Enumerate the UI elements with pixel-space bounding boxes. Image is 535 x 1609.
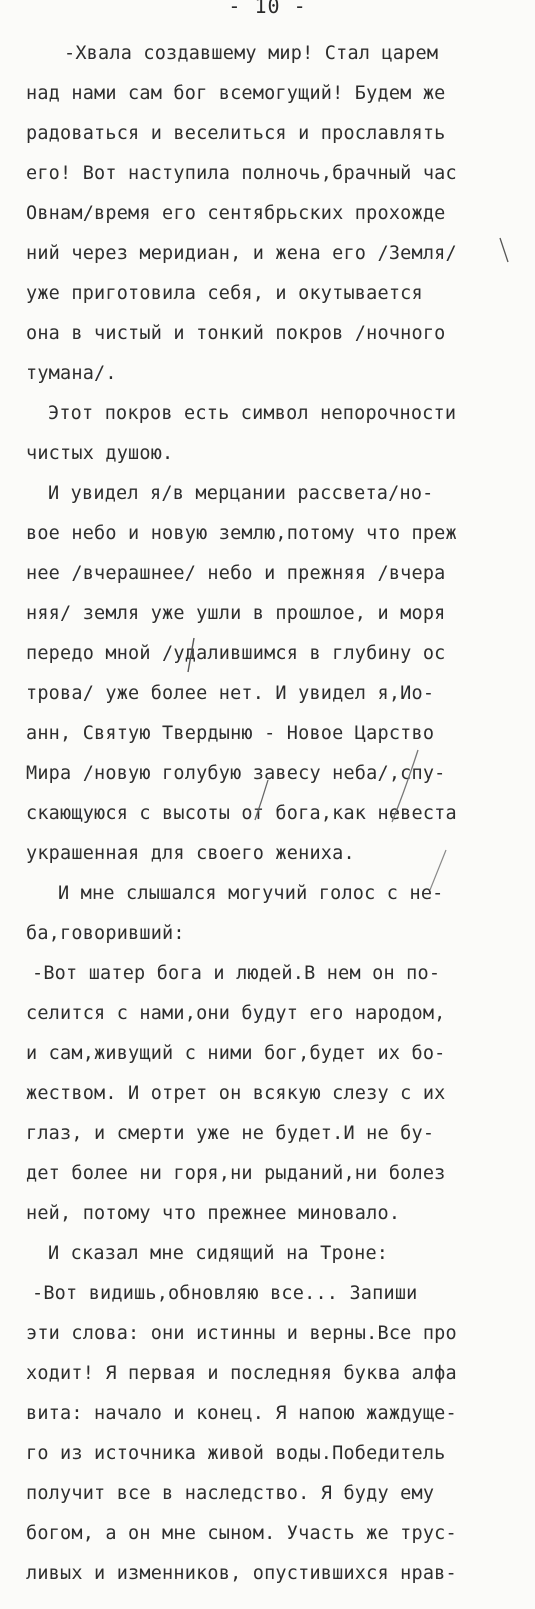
text-line: И сказал мне сидящий на Троне: [48,1243,389,1264]
text-line: чистых душою. [26,443,174,464]
text-line: Этот покров есть символ непорочности [48,403,457,424]
text-line: Овнам/время его сентябрьских прохожде [26,203,446,224]
text-line: она в чистый и тонкий покров /ночного [26,323,446,344]
page-number: - 10 - [228,0,307,18]
text-line: передо мной /удалившимся в глубину ос [26,643,446,664]
text-line: ливых и изменников, опустившихся нрав- [26,1563,457,1584]
text-line: няя/ земля уже ушли в прошлое, и моря [26,603,446,624]
text-line: получит все в наследство. Я буду ему [26,1483,435,1504]
text-line: его! Вот наступила полночь,брачный час [26,163,457,184]
text-line: И увидел я/в мерцании рассвета/но- [48,483,434,504]
text-line: ходит! Я первая и последняя буква алфа [26,1363,457,1384]
text-line: глаз, и смерти уже не будет.И не бу- [26,1123,435,1144]
text-line: ба,говоривший: [26,923,185,944]
text-line: -Хвала создавшему мир! Стал царем [64,43,439,64]
text-line: анн, Святую Твердыню - Новое Царство [26,723,435,744]
text-line: вое небо и новую землю,потому что преж [26,523,457,544]
text-line: трова/ уже более нет. И увидел я,Ио- [26,683,435,704]
text-line: -Вот шатер бога и людей.В нем он по- [32,963,441,984]
text-line: эти слова: они истинны и верны.Все про [26,1323,457,1344]
text-line: украшенная для своего жениха. [26,843,355,864]
text-line: ний через меридиан, и жена его /Земля/ [26,243,457,264]
text-line: го из источника живой воды.Победитель [26,1443,446,1464]
text-line: дет более ни горя,ни рыданий,ни болез [26,1163,446,1184]
text-line: богом, а он мне сыном. Участь же трус- [26,1523,457,1544]
text-line: жеством. И отрет он всякую слезу с их [26,1083,446,1104]
text-line: селится с нами,они будут его народом, [26,1003,446,1024]
text-line: радоваться и веселиться и прославлять [26,123,446,144]
text-line: Мира /новую голубую завесу неба/,спу- [26,763,446,784]
text-line: И мне слышался могучий голос с не- [58,883,444,904]
pen-stroke [500,238,508,262]
text-line: -Вот видишь,обновляю все... Запиши [32,1283,418,1304]
text-line: скающуюся с высоты от бога,как невеста [26,803,457,824]
text-line: тумана/. [26,363,117,384]
text-line: и сам,живущий с ними бог,будет их бо- [26,1043,446,1064]
text-line: нее /вчерашнее/ небо и прежняя /вчера [26,563,446,584]
text-line: над нами сам бог всемогущий! Будем же [26,83,446,104]
text-line: вита: начало и конец. Я напою жаждуще- [26,1403,457,1424]
text-line: уже приготовила себя, и окутывается [26,283,423,304]
text-line: ней, потому что прежнее миновало. [26,1203,401,1224]
